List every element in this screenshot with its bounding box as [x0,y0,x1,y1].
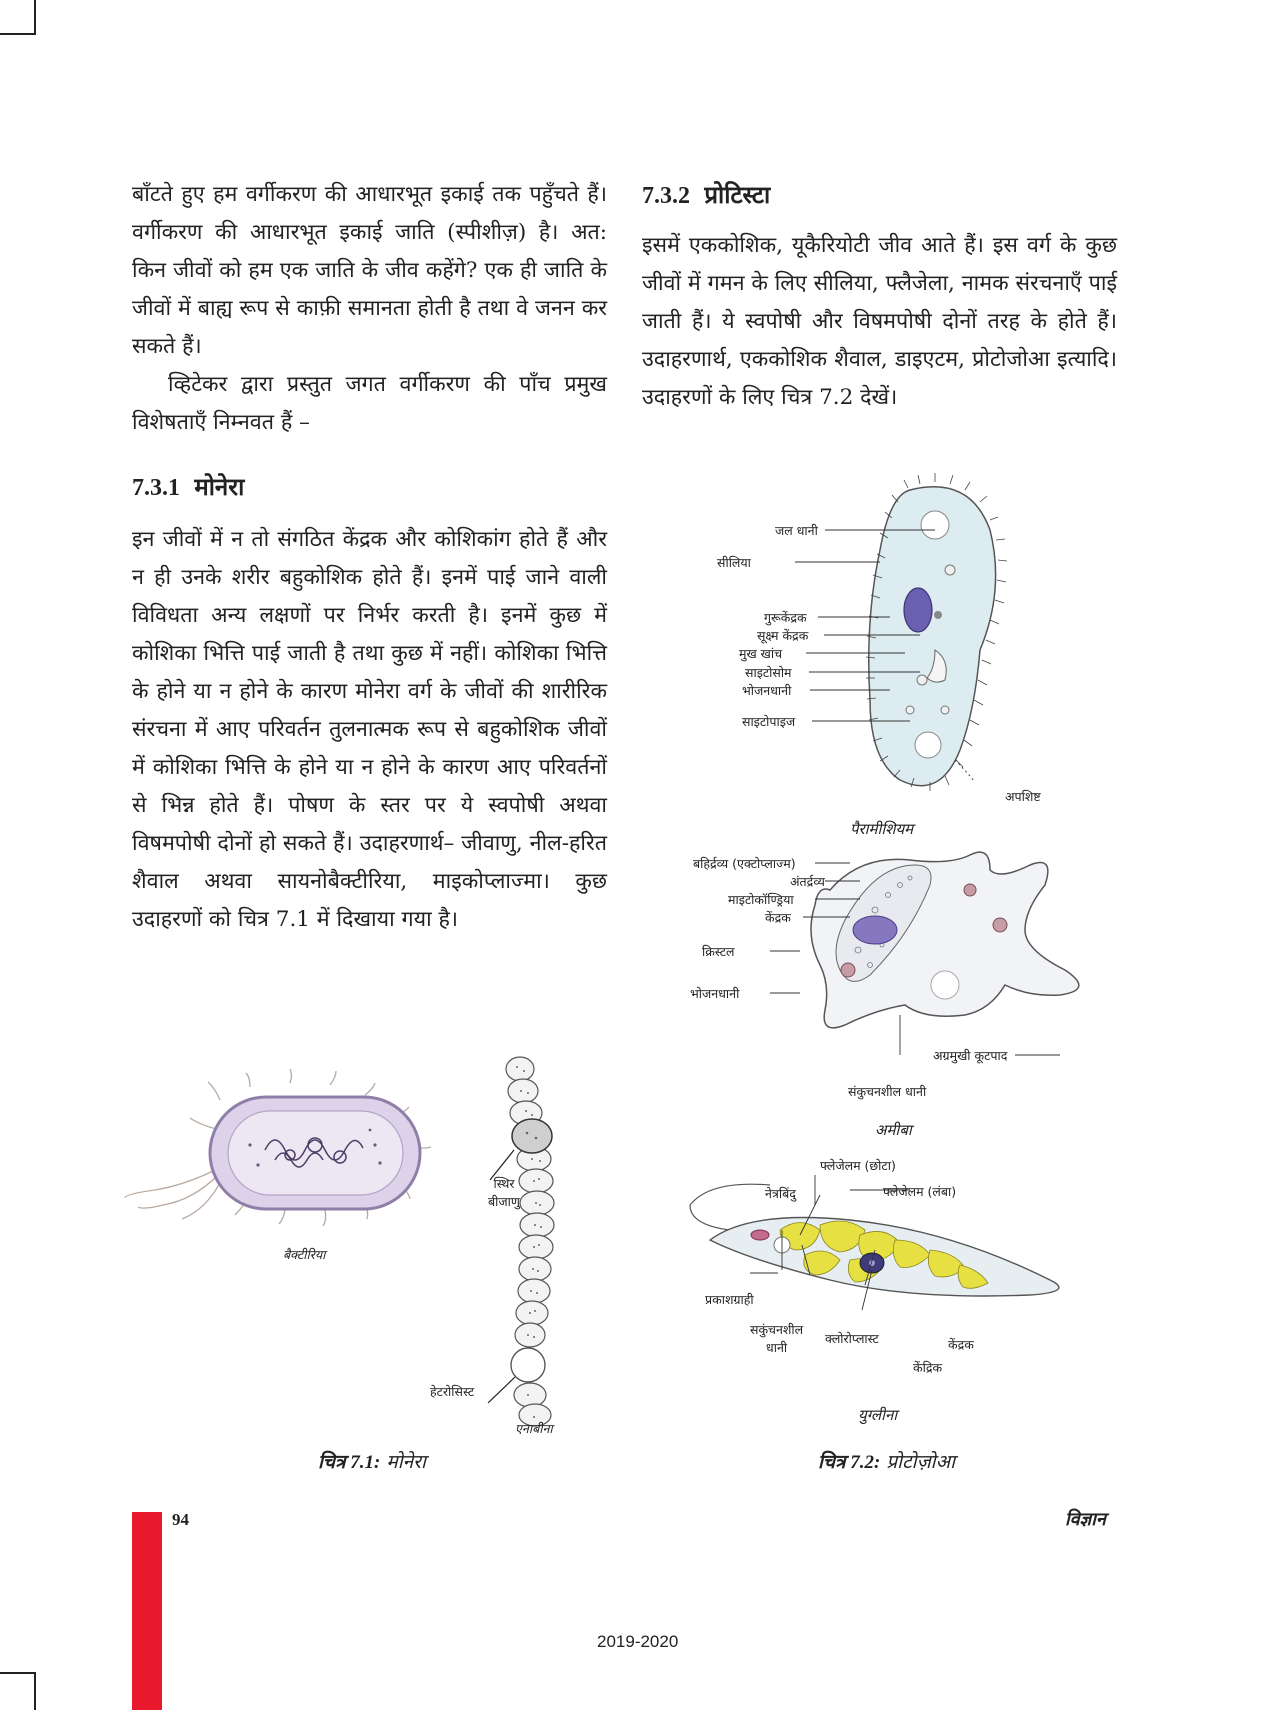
amoeba-label-5: क्रिस्टल [702,944,735,959]
euglena-label-6: क्लोरोप्लास्ट [825,1331,879,1346]
paragraph-whittaker: व्हिटेकर द्वारा प्रस्तुत जगत वर्गीकरण की पाँच प्रमुख विशेषताएँ निम्नवत हैं – [132,372,607,435]
paramecium-label-8: साइटोपाइज [742,714,796,729]
crop-mark-bottom-v [34,1672,36,1710]
paragraph-monera: इन जीवों में न तो संगठित केंद्रक और कोशिकांग होते हैं और न ही उनके शरीर बहुकोशिक होते हैं। इनमें पाई जाने वाली विविधता अन्य लक्षणों पर निर्भर करती है। इनमें कुछ में कोशिका भित्ति पाई जाती है तथा कुछ में नहीं। कोशिका भित्ति के होने या न होने के कारण मोनेरा वर्ग के जीवों की शारीरिक संरचना में आए परिवर्तन तुलनात्मक रूप से बहुकोशिक जीवों में कोशिका भित्ति के होने या न होने के कारण आए परिवर्तनों से भिन्न होते हैं। पोषण के स्तर पर ये स्वपोषी अथवा विषमपोषी दोनों हो सकते हैं। उदाहरणार्थ– जीवाणु, नील-हरित शैवाल अथवा सायनोबैक्टीरिया, माइकोप्लाज्मा। कुछ उदाहरणों को चित्र 7.1 में दिखाया गया है। [132,527,607,932]
paramecium-label-6: साइटोसोम [745,665,792,680]
paramecium-label-3: गुरूकेंद्रक [764,610,807,625]
year-footer: 2019-2020 [597,1632,679,1651]
book-title: विज्ञान [1065,1509,1106,1530]
caption-text: मोनेरा [386,1451,426,1473]
accent-bar [132,1512,162,1710]
caption-text: प्रोटोज़ोआ [886,1451,956,1473]
euglena-leader-lines [700,1175,1020,1345]
figure-caption-7-2 [818,1448,955,1474]
section-title: मोनेरा [194,472,245,501]
euglena-label-4: प्रकाशग्राही [705,1292,754,1307]
right-column [642,176,1117,417]
crop-mark-top-h [0,33,36,35]
paragraph-protista: इसमें एककोशिक, यूकैरियोटी जीव आते हैं। इस वर्ग के कुछ जीवों में गमन के लिए सीलिया, फ्लैजेला, नामक संरचनाएँ पाई जाती हैं। ये स्वपोषी और विषमपोषी दोनों तरह के होते हैं। उदाहरणार्थ, एककोशिक शैवाल, डाइएटम, प्रोटोजोआ इत्यादि। उदाहरणों के लिए चित्र 7.2 देखें। [642,233,1117,410]
paramecium-label-5: मुख खांच [739,646,783,661]
crop-mark-bottom-h [0,1672,36,1674]
euglena-label-1: फ्लेजेलम (छोटा) [820,1158,896,1173]
paragraph-classification: बाँटते हुए हम वर्गीकरण की आधारभूत इकाई तक पहुँचते हैं। वर्गीकरण की आधारभूत इकाई जाति (स्पीशीज़) है। अत: किन जीवों को हम एक जाति के जीव कहेंगे? एक ही जाति के जीवों में बाह्य रूप से काफ़ी समानता होती है तथा वे जनन कर सकते हैं। [132,182,607,359]
bacteria-illustration [140,1075,470,1250]
section-title: प्रोटिस्टा [704,180,771,209]
paramecium-label-4: सूक्ष्म केंद्रक [757,628,809,643]
crop-mark-top-v [34,0,36,35]
amoeba-label-3: माइटोकॉण्ड्रिया [728,892,794,907]
amoeba-label-7: अग्रमुखी कूटपाद [933,1048,1008,1063]
euglena-title: युग्लीना [858,1406,898,1424]
section-number: 7.3.2 [642,183,690,209]
euglena-label-8: केंद्रिक [913,1360,943,1375]
amoeba-label-1: बहिर्द्रव्य (एक्टोप्लाज्म) [693,856,796,871]
section-heading-monera [132,468,607,507]
paramecium-label-1: जल धानी [775,523,818,538]
amoeba-label-4: केंद्रक [765,910,791,925]
paramecium-label-7: भोजनधानी [742,683,792,698]
amoeba-label-8: संकुचनशील धानी [848,1084,927,1099]
euglena-label-5: सकुंचनशील धानी [750,1322,804,1355]
euglena-label-3: फ्लेजेलम (लंबा) [883,1184,957,1199]
euglena-label-2: नेत्रबिंदु [765,1186,796,1201]
section-number: 7.3.1 [132,475,180,501]
caption-number: चित्र 7.1: [318,1452,381,1473]
anabaena-illustration [480,1055,575,1435]
amoeba-title: अमीबा [875,1121,912,1139]
bacteria-label: बैक्टीरिया [283,1247,326,1262]
caption-number: चित्र 7.2: [818,1452,881,1473]
left-column [132,176,607,939]
paramecium-label-2: सीलिया [717,555,751,570]
amoeba-label-6: भोजनधानी [690,986,740,1001]
heterocyst-label: हेटरोसिस्ट [430,1384,475,1399]
paramecium-title: पैरामीशियम [850,820,914,838]
euglena-label-7: केंद्रक [948,1337,974,1352]
figure-caption-7-1 [318,1448,426,1474]
paramecium-label-9: अपशिष्ट [1005,789,1041,804]
page-number: 94 [172,1510,189,1529]
section-heading-protista [642,176,1117,215]
amoeba-label-2: अंतर्द्रव्य [790,874,825,889]
anabaena-label: एनाबीना [515,1421,553,1436]
spore-label: स्थिर बीजाणु [488,1176,520,1209]
